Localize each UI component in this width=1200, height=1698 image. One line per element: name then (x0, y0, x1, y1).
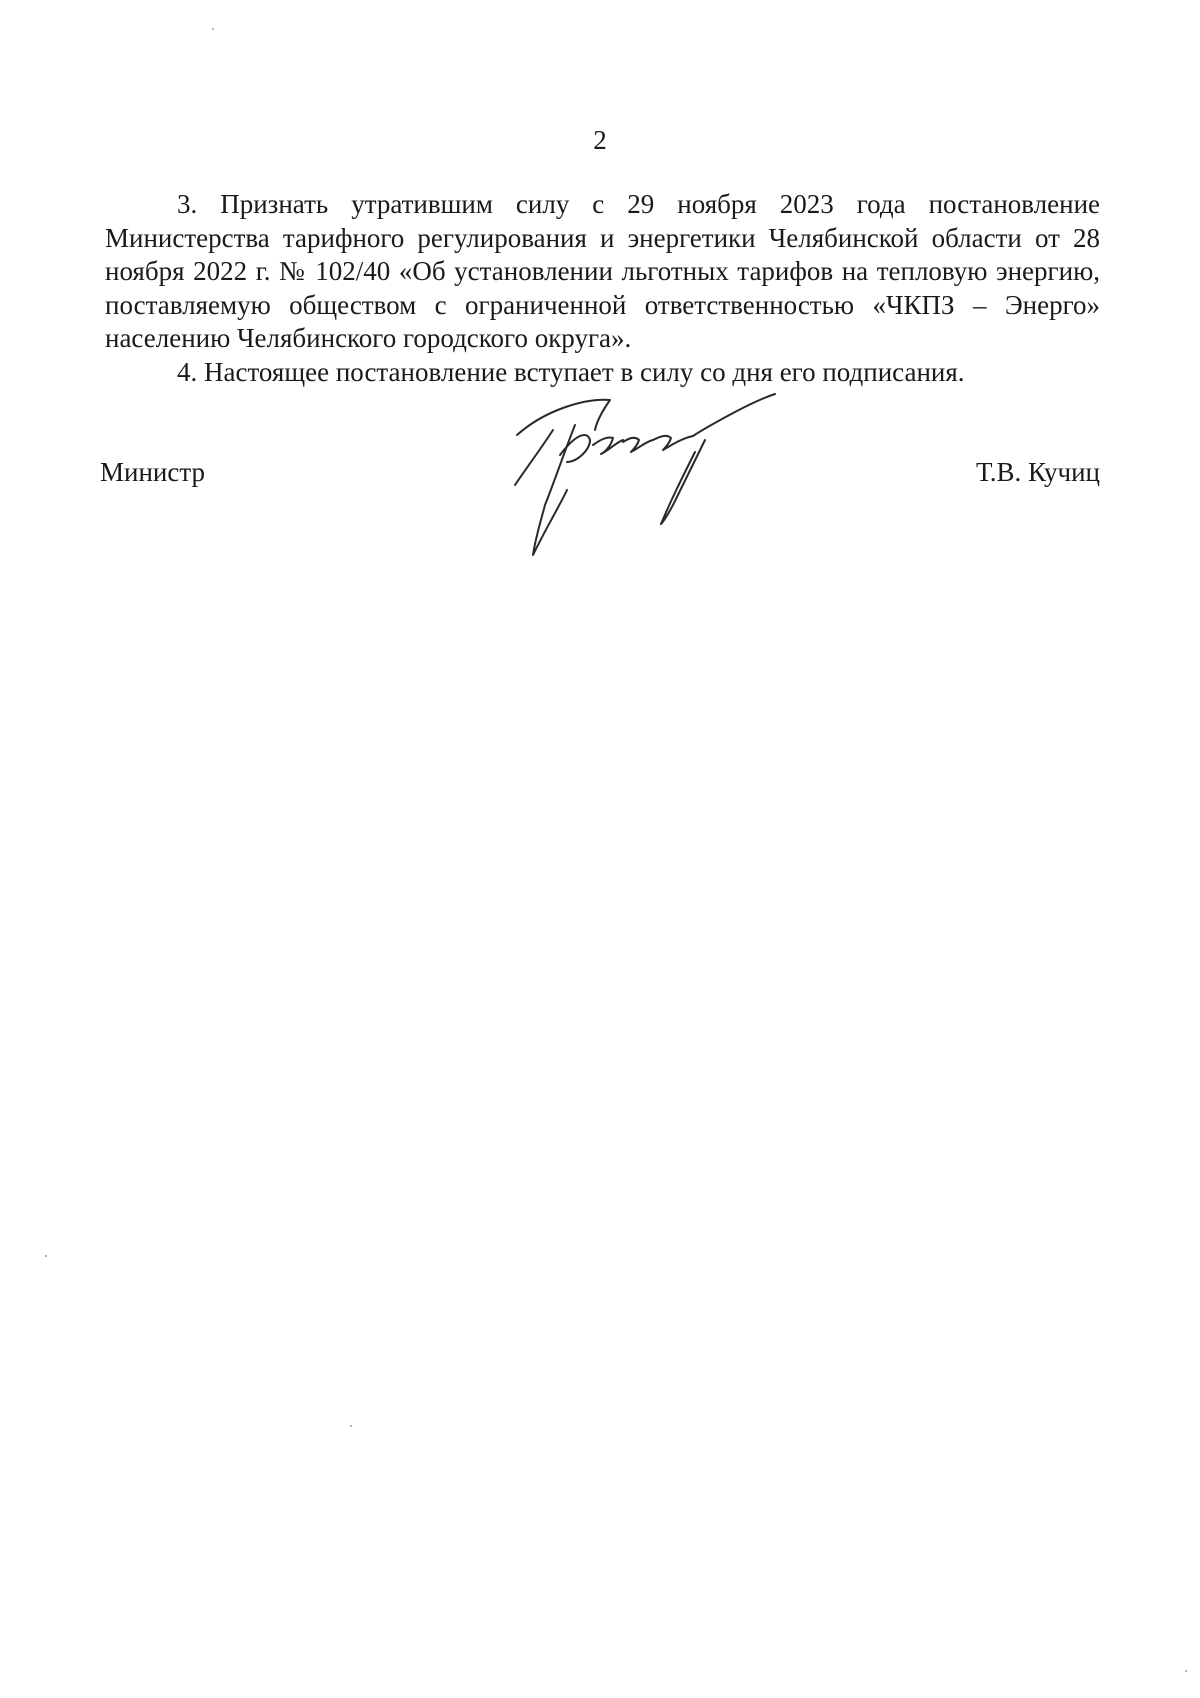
signer-position: Министр (100, 457, 205, 487)
signer-name: Т.В. Кучиц (975, 457, 1100, 487)
scan-speck (1185, 1670, 1187, 1672)
scan-speck (350, 1425, 352, 1427)
signature-block (100, 455, 1100, 495)
paragraph-4: 4. Настоящее постановление вступает в силу со дня его подписания. (177, 356, 965, 387)
scan-speck (212, 28, 214, 30)
scan-speck (45, 1255, 47, 1257)
paragraph-3: 3. Признать утратившим силу с 29 ноября 2023 года постановление Министерства тарифного регулирования и энергетики Челябинской области от 28 ноября 2022 г. № 102/40 «Об установлении льготных тарифов на тепловую энергию, поставляемую обществом с ограниченной ответственностью «ЧКПЗ – Энерго» населению Челябинского городского округа». (105, 189, 1100, 353)
document-body (105, 188, 1100, 389)
page-number: 2 (593, 125, 607, 155)
